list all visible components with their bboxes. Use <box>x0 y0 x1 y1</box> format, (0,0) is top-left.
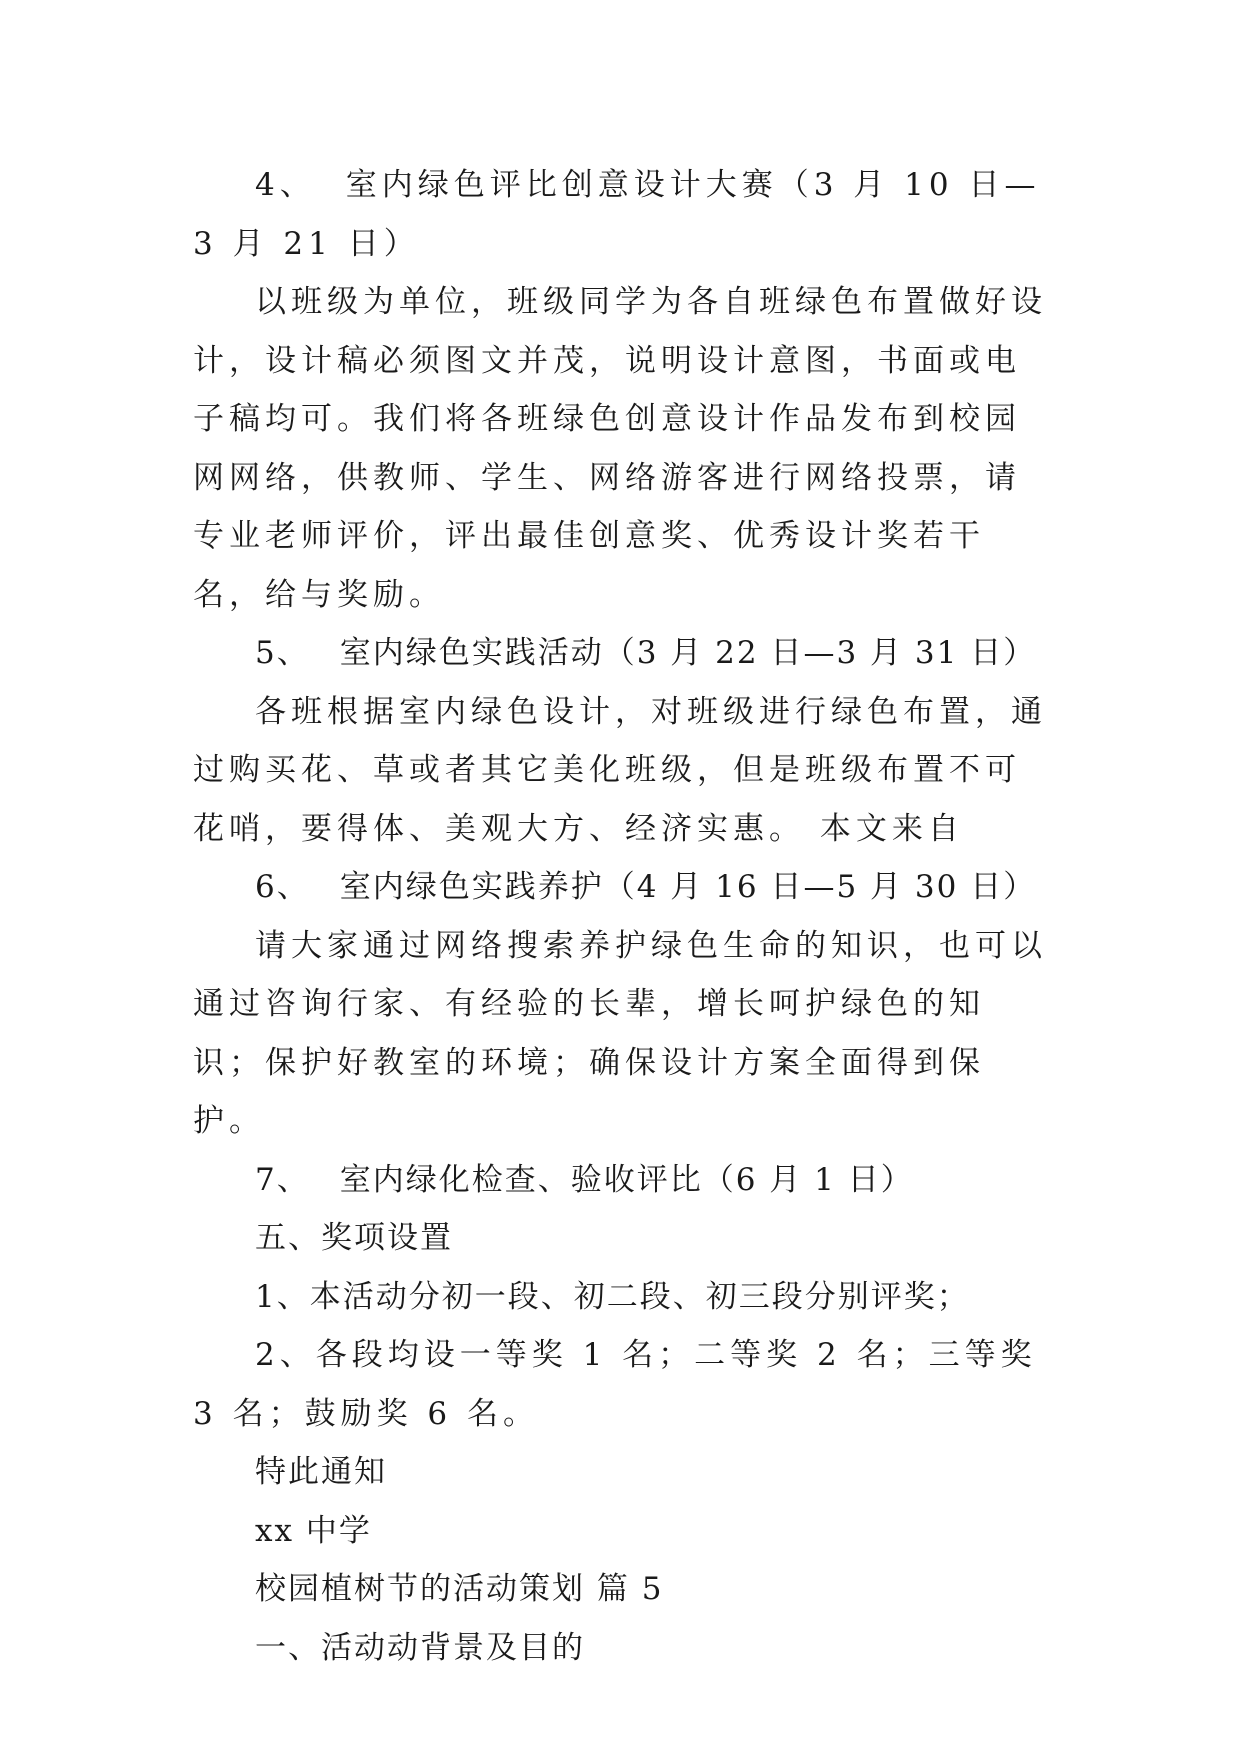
section-heading-practice-activity <box>193 624 1053 683</box>
section-heading-inspection <box>193 1151 1053 1210</box>
paragraph-practice-description: 各班根据室内绿色设计，对班级进行绿色布置，通过购买花、草或者其它美化班级，但是班级布置不可花哨，要得体、美观大方、经济实惠。 本文来自 <box>193 693 1047 847</box>
section-heading-background: 一、活动动背景及目的 <box>255 1629 585 1666</box>
item-number: 6、 <box>255 869 310 905</box>
document-body <box>193 156 1053 1677</box>
paragraph-school-signature: xx 中学 <box>255 1512 372 1549</box>
paragraph-award-rule-1: 1、本活动分初一段、初二段、初三段分别评奖； <box>255 1278 970 1315</box>
item-number: 4、 <box>255 167 316 203</box>
section-heading-maintenance <box>193 858 1053 917</box>
item-number: 5、 <box>255 635 310 671</box>
article-title-part-5: 校园植树节的活动策划 篇 5 <box>255 1571 664 1607</box>
section-heading-design-contest <box>193 156 1053 273</box>
item-title: 室内绿化检查、验收评比（6 月 1 日） <box>339 1161 914 1198</box>
item-title: 室内绿色评比创意设计大赛（3 月 10 日—3 月 21 日） <box>193 167 1041 262</box>
section-heading-awards: 五、奖项设置 <box>255 1220 453 1256</box>
paragraph-design-description: 以班级为单位，班级同学为各自班绿色布置做好设计，设计稿必须图文并茂，说明设计意图，书面或电子稿均可。我们将各班绿色创意设计作品发布到校园网网络，供教师、学生、网络游客进行网络投票，请专业老师评价，评出最佳创意奖、优秀设计奖若干名，给与奖励。 <box>193 284 1047 613</box>
paragraph-notice: 特此通知 <box>255 1454 387 1490</box>
paragraph-award-rule-2: 2、各段均设一等奖 1 名；二等奖 2 名；三等奖 3 名；鼓励奖 6 名。 <box>193 1337 1037 1432</box>
item-number: 7、 <box>255 1161 310 1198</box>
paragraph-maintenance-description: 请大家通过网络搜索养护绿色生命的知识，也可以通过咨询行家、有经验的长辈，增长呵护绿色的知识；保护好教室的环境；确保设计方案全面得到保护。 <box>193 927 1047 1139</box>
item-title: 室内绿色实践活动（3 月 22 日—3 月 31 日） <box>339 635 1037 671</box>
item-title: 室内绿色实践养护（4 月 16 日—5 月 30 日） <box>339 869 1037 905</box>
